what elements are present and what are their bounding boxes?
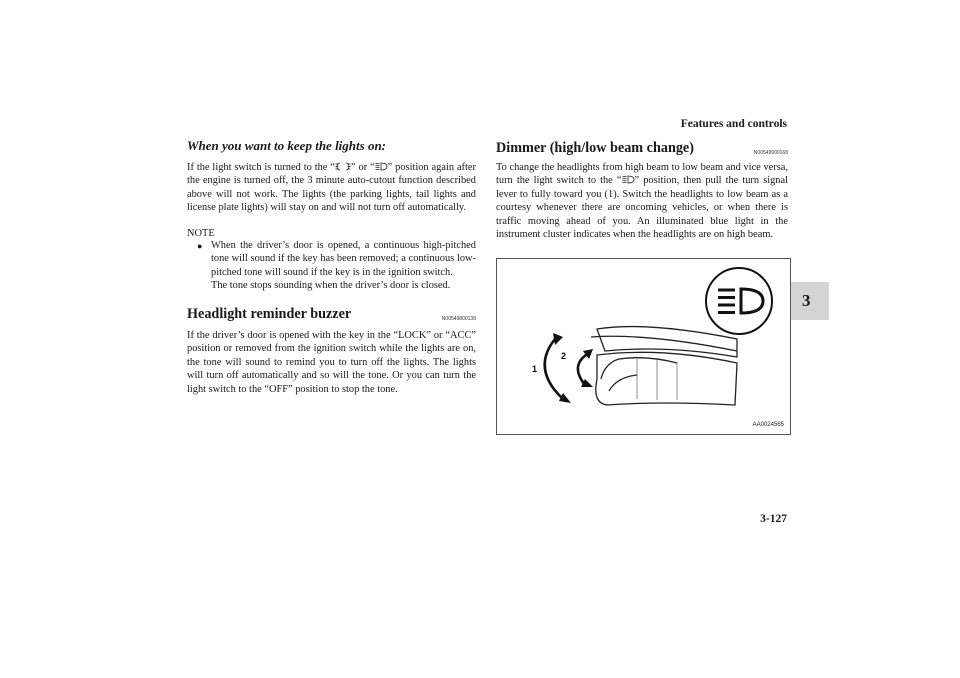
dimmer-heading-row [496,139,788,157]
arrow-2 [578,353,589,385]
note-item-text-2: The tone stops sounding when the driver’s door is closed. [211,280,451,292]
buzzer-code: N00549800138 [441,316,476,322]
figure-label-2: 2 [561,351,567,361]
keep-lights-paragraph: If the light switch is turned to the “ ” or “ ” position again after the engine is turned off, the 3 minute auto-cutout function described above will not work. The lights (the parking lights, tail lights and license plate lights) will stay on and will not turn off automatically. [187,162,476,214]
note-block [187,228,476,293]
parking-light-icon [335,162,351,171]
buzzer-section [187,305,476,396]
dimmer-paragraph: To change the headlights from high beam to low beam and vice versa, turn the light switch to the “ ” position, then pull the turn signal lever to fully toward you (1). Switch the headlights to low beam as a courtesy whenever there are oncoming vehicles, or when there is traffic moving ahead of you. An illuminated blue light in the instrument cluster indicates when the headlights are on high beam. [496,162,788,241]
keep-lights-heading: When you want to keep the lights on: [187,138,386,153]
keep-lights-section [187,138,476,215]
headlight-icon [622,175,635,184]
figure-label-1: 1 [532,364,538,374]
arrow-1-head [553,333,563,345]
arrow-1 [545,339,563,399]
note-item-text: When the driver’s door is opened, a continuous high-pitched tone will sound if the key has been removed; a continuous low-pitched tone will sound if the key is in the ignition switch. [211,240,476,278]
dimmer-heading: Dimmer (high/low beam change) [496,140,694,156]
lever-drawing [497,259,790,434]
page-number: 3-127 [760,513,787,525]
lever-illustration [496,258,791,435]
note-label: NOTE [187,228,215,239]
figure-code: AA0024565 [752,422,784,428]
dimmer-section [496,139,788,241]
bullet-icon: ● [197,241,203,251]
note-item [187,239,476,293]
buzzer-paragraph: If the driver’s door is opened with the key in the “LOCK” or “ACC” position or removed from the ignition switch while the lights are on, the tone will sound to remind you to turn off the lights. The lights will turn off automatically and so will the tone. Or you can turn the light switch to the “OFF” position to stop the tone. [187,330,476,395]
buzzer-heading: Headlight reminder buzzer [187,306,352,322]
arrow-1-tail [559,393,571,403]
section-title: Features and controls [680,118,787,130]
chapter-number: 3 [802,291,811,310]
buzzer-heading-row [187,305,476,323]
dimmer-code: N00549900168 [753,150,788,156]
turn-signal-lever [591,327,737,405]
headlight-icon [375,162,388,171]
